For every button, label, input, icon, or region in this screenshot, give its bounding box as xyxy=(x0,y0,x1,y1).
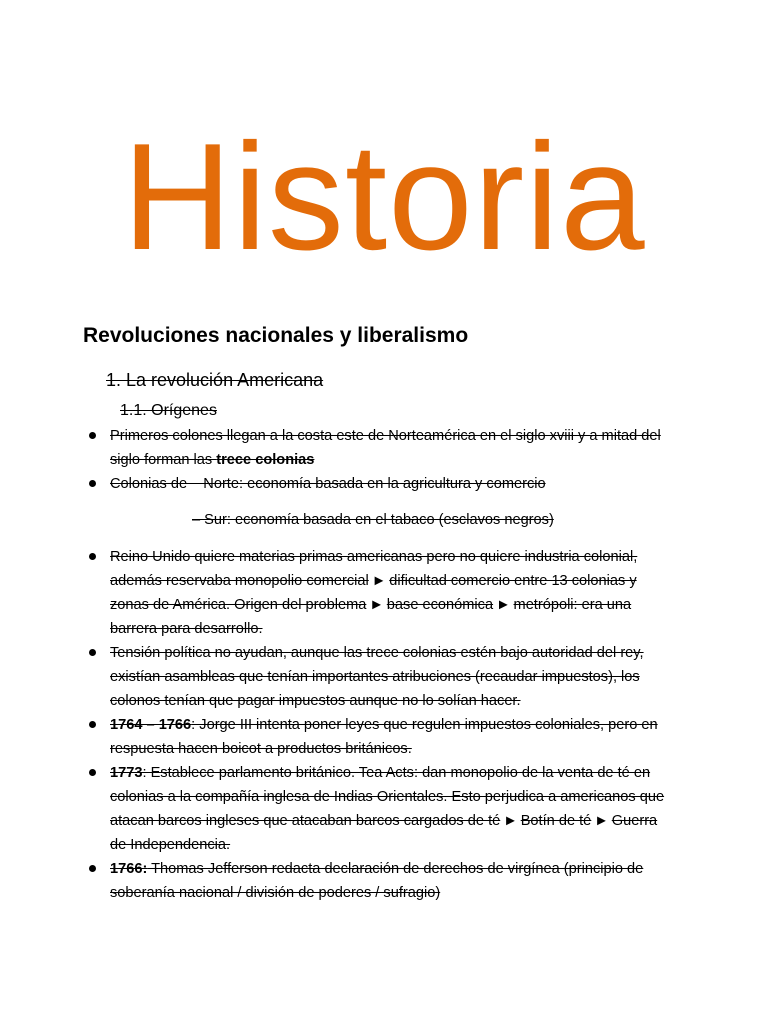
document-subtitle: Revoluciones nacionales y liberalismo xyxy=(83,324,469,347)
item-bold-text: 1766: xyxy=(110,861,148,877)
section-heading: 1. La revolución Americana xyxy=(106,370,324,390)
item-sub-text: – Sur: economía basada en el tabaco (esclavos negros) xyxy=(192,512,554,528)
item-text: dificultad comercio entre 13 colonias y zonas de América. Origen del problema xyxy=(110,573,637,613)
bullet-icon xyxy=(89,865,96,872)
item-bold-text: trece colonias xyxy=(216,452,315,468)
arrow-icon: ► xyxy=(503,813,518,829)
list-item xyxy=(86,424,666,472)
list-item xyxy=(86,545,666,641)
bullet-list xyxy=(86,424,666,496)
bullet-icon xyxy=(89,553,96,560)
item-text: Reino Unido quiere materias primas americanas pero no quiere industria colonial, además reservaba monopolio comercial xyxy=(110,549,638,589)
sub-line-container xyxy=(86,508,666,542)
item-text: Botín de té xyxy=(520,813,592,829)
subsection-heading: 1.1. Orígenes xyxy=(120,402,217,419)
list-item xyxy=(86,641,666,713)
list-item xyxy=(86,472,666,496)
list-item xyxy=(86,713,666,761)
item-bold-text: 1773 xyxy=(110,765,143,781)
bullet-icon xyxy=(89,480,96,487)
item-text: Tensión política no ayudan, aunque las trece colonias estén bajo autoridad del rey, existían asambleas que tenían importantes atribuciones (recaudar impuestos), los colonos tenían que pagar impuestos aunque no lo solían hacer. xyxy=(110,645,644,709)
arrow-icon: ► xyxy=(496,597,511,613)
arrow-icon: ► xyxy=(594,813,609,829)
arrow-icon: ► xyxy=(371,573,387,589)
bullet-icon xyxy=(89,649,96,656)
item-text: Thomas Jefferson redacta declaración de derechos de virgínea (principio de soberanía nacional / división de poderes / sufragio) xyxy=(110,861,644,901)
bullet-list-continued xyxy=(86,545,666,905)
item-text: : Establece parlamento británico. Tea Acts: dan monopolio de la venta de té en colonias a la compañía inglesa de Indias Orientales. Esto perjudica a americanos que atacan barcos ingleses que atacaban barcos cargados de té xyxy=(110,765,665,829)
item-text: Primeros colones llegan a la costa este de Norteamérica en el siglo xviii y a mitad del siglo forman las xyxy=(110,428,661,468)
bullet-icon xyxy=(89,721,96,728)
item-bold-text: 1764 – 1766 xyxy=(110,717,192,733)
item-text: Guerra de Independencia. xyxy=(110,813,658,853)
arrow-icon: ► xyxy=(369,597,384,613)
list-item xyxy=(86,857,666,905)
list-item xyxy=(86,761,666,857)
document-title: Historia xyxy=(122,112,646,282)
item-text: base económica xyxy=(386,597,494,613)
item-text: metrópoli: era una barrera para desarrollo. xyxy=(110,597,632,637)
bullet-icon xyxy=(89,769,96,776)
item-text: Colonias de Norte: economía basada en la agricultura y comercio xyxy=(110,476,546,492)
bullet-icon xyxy=(89,432,96,439)
item-text: : Jorge III intenta poner leyes que regulen impuestos coloniales, pero en respuesta hacen boicot a productos británicos. xyxy=(110,717,658,757)
